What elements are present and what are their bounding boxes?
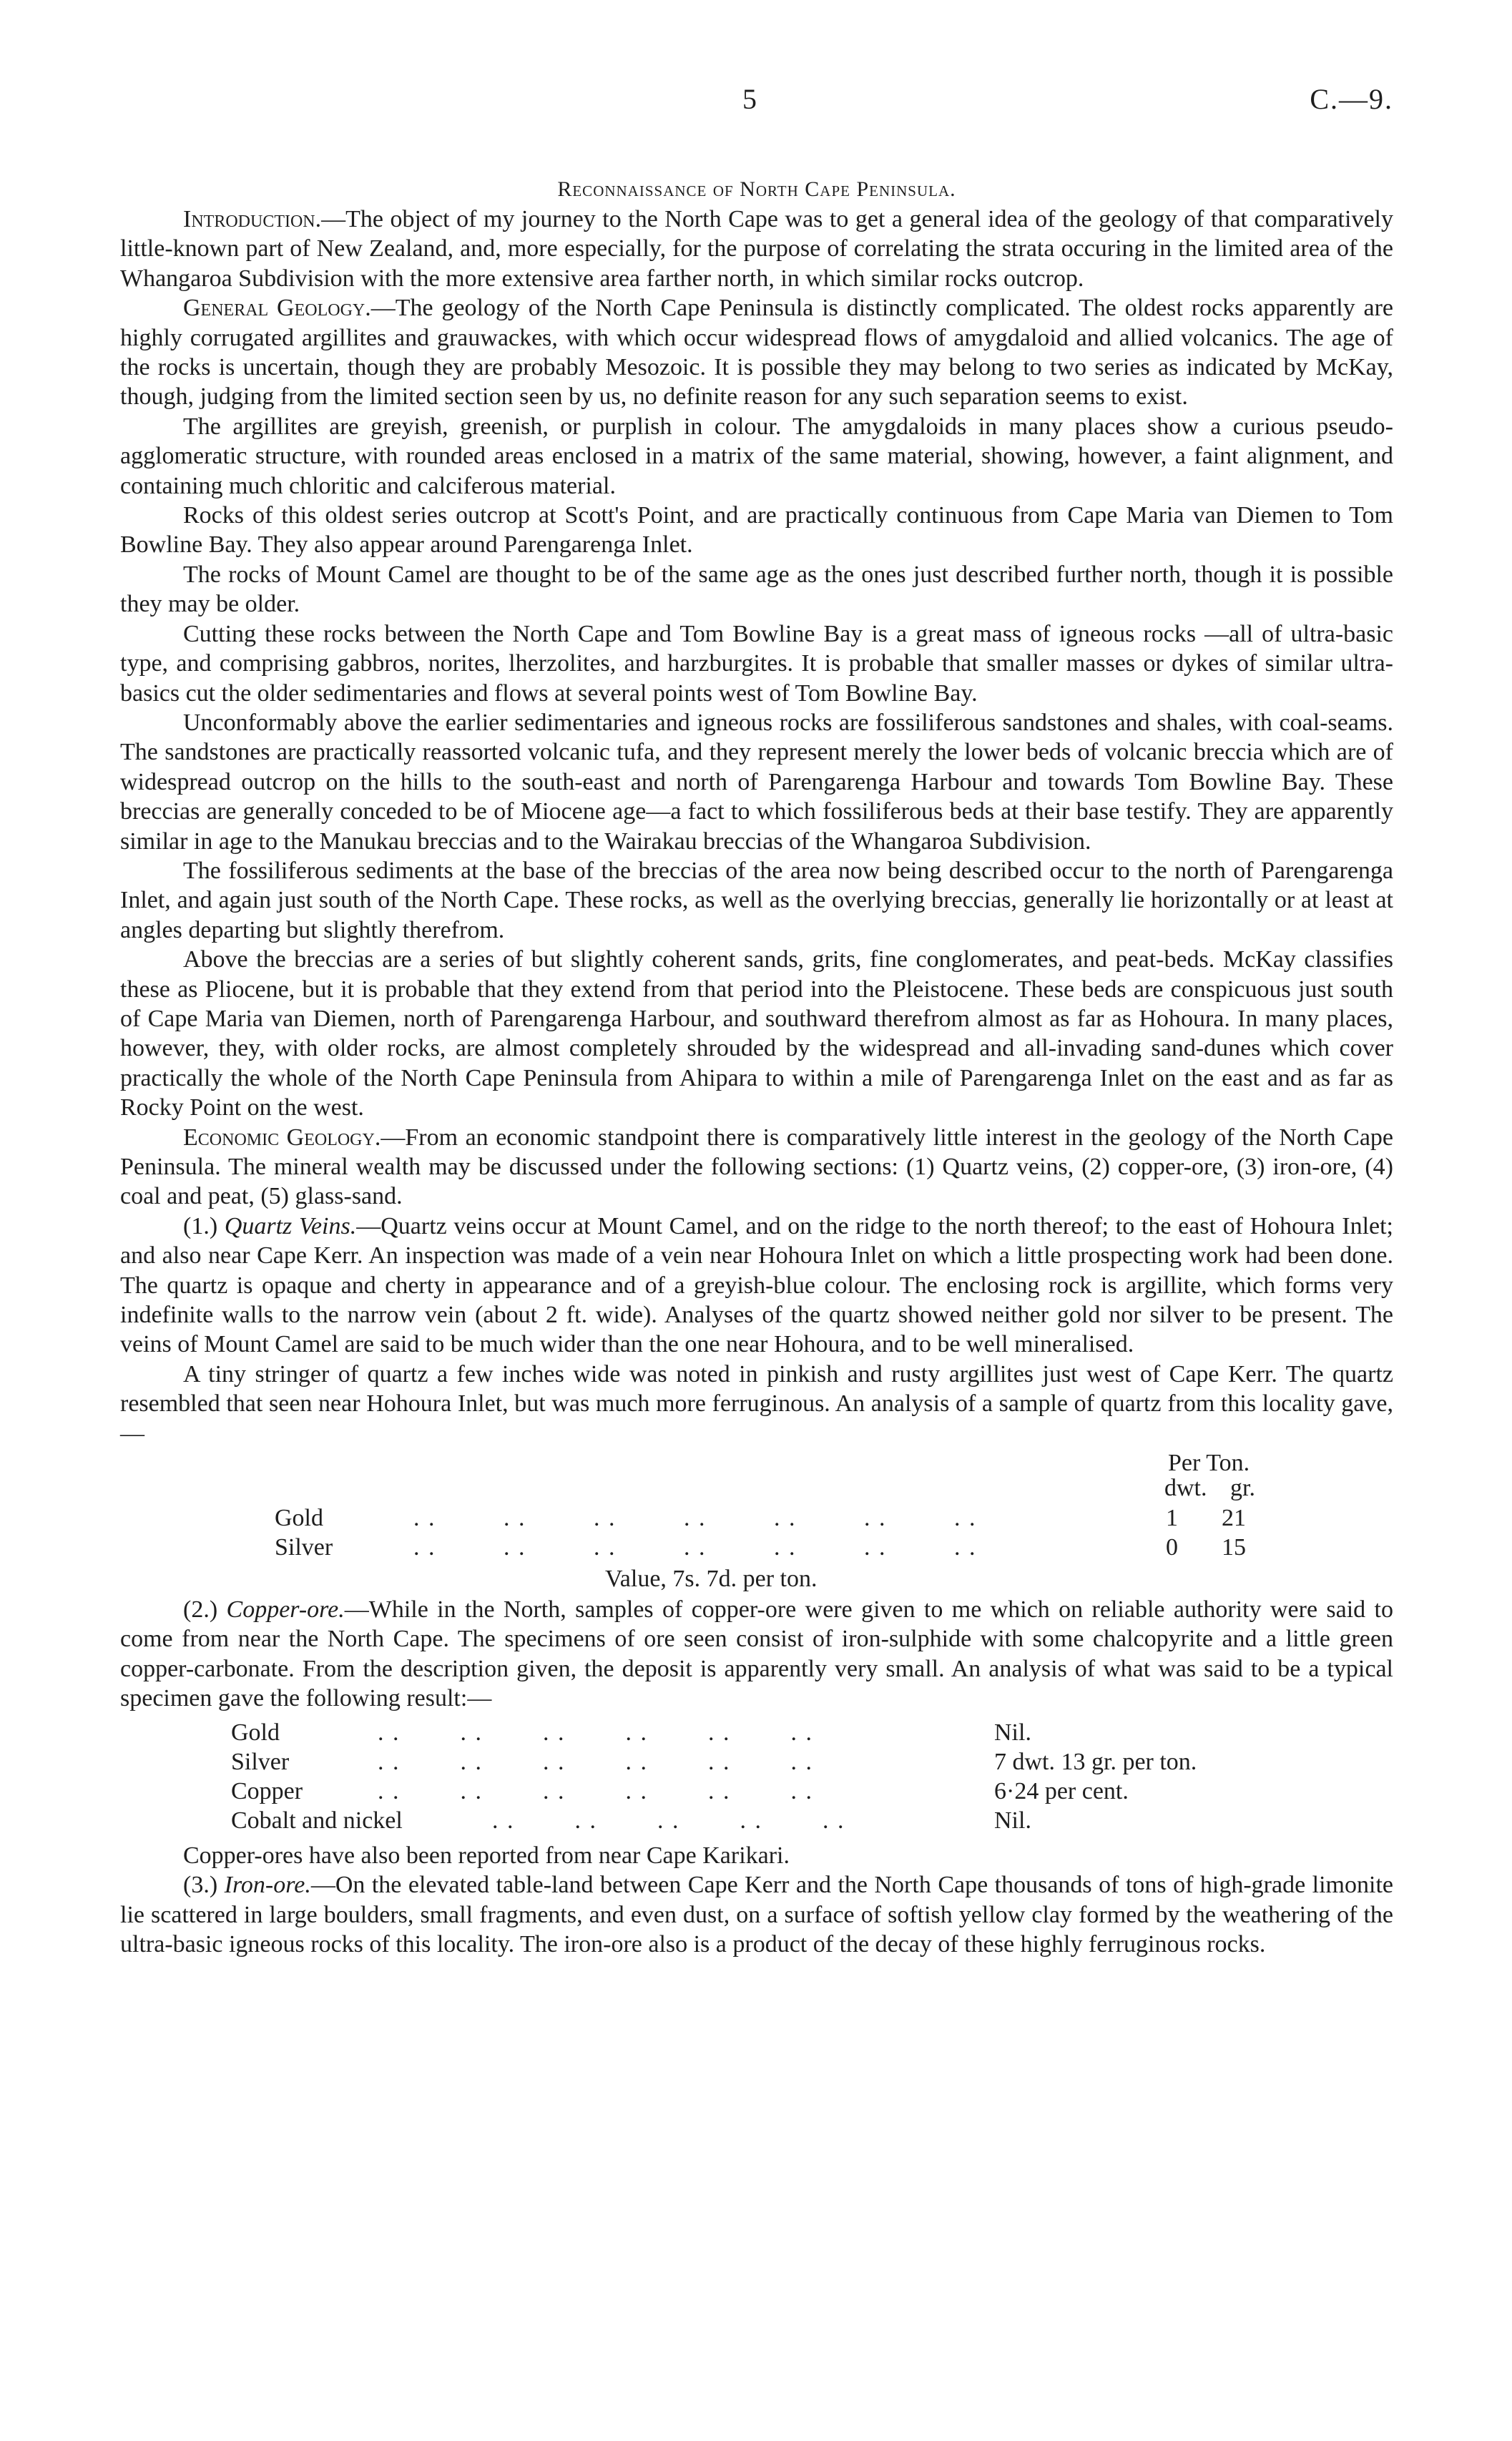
paragraph-quartz-veins: (1.) Quartz Veins.—Quartz veins occur at Mount Camel, and on the ridge to the north thereof; to the east of Hohoura Inlet; and also near Cape Kerr. An inspection was made of a vein near Hohoura Inlet on which a little prospecting work had been done. The quartz is opaque and cherty in appearance and of a greyish-blue colour. The enclosing rock is argillite, which forms very indefinite walls to the narrow vein (about 2 ft. wide). Analyses of the quartz showed neither gold nor silver to be present. The veins of Mount Camel are said to be much wider than the one near Hohoura, and to be well mineralised. — [120, 1212, 1394, 1358]
paragraph-copper-karikari: Copper-ores have also been reported from near Cape Karikari. — [183, 1842, 790, 1869]
paragraph-pliocene: Above the breccias are a series of but slightly coherent sands, grits, fine conglomerates, and peat-beds. McKay classifies these as Pliocene, but it is probable that they extend from that period into the Pleistocene. These beds are conspicuous just south of Cape Maria van Diemen, north of Parengarenga Harbour, and southward therefrom almost as far as Hohoura. In many places, however, they, with older rocks, are almost completely shrouded by the widespread and all-invading sand-dunes which cover practically the whole of the North Cape Peninsula from Ahipara to within a mile of Parengarenga Inlet on the east and as far as Rocky Point on the west. — [120, 946, 1393, 1121]
table1-gr: 21 — [1222, 1505, 1246, 1532]
table2-label: Cobalt and nickel — [231, 1807, 403, 1834]
document-body — [120, 205, 1393, 1959]
economic-geology-heading: Economic Geology. — [183, 1124, 381, 1151]
table2-value: 6·24 per cent. — [994, 1777, 1129, 1804]
paragraph-introduction: Introduction.—The object of my journey to the North Cape was to get a general idea of the geology of that comparatively little-known part of New Zealand, and, more especially, for the purpose of correlating the strata occuring in the limited area of the Whangaroa Subdivision with the more extensive area farther north, in which similar rocks outcrop. — [120, 206, 1393, 292]
paragraph-iron-ore: (3.) Iron-ore.—On the elevated table-land between Cape Kerr and the North Cape thousands of tons of high-grade limonite lie scattered in large boulders, small fragments, and even dust, on a surface of softish yellow clay formed by the weathering of the ultra-basic igneous rocks of this locality. The iron-ore also is a product of the decay of these highly ferruginous rocks. — [120, 1872, 1393, 1958]
paragraph-copper-ore: (2.) Copper-ore.—While in the North, samples of copper-ore were given to me which on reliable authority were said to come from near the North Cape. The specimens of ore seen consist of iron-sulphide with some chalcopyrite and a little green copper-carbonate. From the description given, the deposit is apparently very small. An analysis of what was said to be a typical specimen gave the following result:— — [120, 1596, 1393, 1712]
paragraph-scotts-point: Rocks of this oldest series outcrop at Scott's Point, and are practically continuous from Cape Maria van Diemen to Tom Bowline Bay. They also appear around Parengarenga Inlet. — [120, 502, 1393, 559]
document-reference: C.—9. — [1310, 83, 1393, 115]
table-row: Copper . . . . . . . . . . . . 6·24 per cent. — [120, 1777, 1393, 1806]
table-row: Cobalt and nickel . . . . . . . . . . Nil. — [120, 1806, 1393, 1835]
quartz-veins-heading: Quartz Veins. — [224, 1212, 357, 1239]
paragraph-argillites: The argillites are greyish, greenish, or purplish in colour. The amygdaloids in many places show a curious pseudo-agglomeratic structure, with rounded areas enclosed in a matrix of the same material, showing, however, a faint alignment, and containing much chloritic and calciferous material. — [120, 413, 1393, 499]
table1-label: Silver — [275, 1534, 333, 1561]
iron-ore-heading: Iron-ore. — [224, 1872, 311, 1899]
table2-value: Nil. — [994, 1807, 1031, 1834]
paragraph-economic-geology: Economic Geology.—From an economic standpoint there is comparatively little interest in the geology of the North Cape Peninsula. The mineral wealth may be discussed under the following sections: (1) Quartz veins, (2) copper-ore, (3) iron-ore, (4) coal and peat, (5) glass-sand. — [120, 1124, 1393, 1210]
table1-label: Gold — [275, 1505, 323, 1532]
page-number: 5 — [742, 83, 757, 115]
page-header — [120, 84, 1393, 120]
general-geology-heading: General Geology. — [183, 295, 371, 322]
table1-value-line: Value, 7s. 7d. per ton. — [605, 1566, 818, 1593]
table2-label: Copper — [231, 1777, 303, 1804]
section-title: Reconnaissance of North Cape Peninsula. — [557, 177, 956, 201]
table2-label: Silver — [231, 1748, 290, 1775]
table1-gr-heading: gr. — [1230, 1475, 1255, 1502]
paragraph-ultra-basic: Cutting these rocks between the North Cape and Tom Bowline Bay is a great mass of igneous rocks —all of ultra-basic type, and comprising gabbros, norites, lherzolites, and harzburgites. It is probable that smaller masses or dykes of similar ultra-basics cut the older sedimentaries and flows at several points west of Tom Bowline Bay. — [120, 620, 1393, 707]
table-row: Gold . . . . . . . . . . . . . . 1 21 — [120, 1503, 1393, 1533]
table1-gr: 15 — [1222, 1534, 1246, 1561]
quartz-assay-table — [120, 1448, 1393, 1593]
paragraph-general-geology: General Geology.—The geology of the North Cape Peninsula is distinctly complicated. The oldest rocks apparently are highly corrugated argillites and grauwackes, with which occur widespread flows of amygdaloid and allied volcanics. The age of the rocks is uncertain, though they are probably Mesozoic. It is possible they may belong to two series as indicated by McKay, though, judging from the limited section seen by us, no definite reason for any such separation seems to exist. — [120, 295, 1393, 411]
table-row: Silver . . . . . . . . . . . . 7 dwt. 13 gr. per ton. — [120, 1747, 1393, 1777]
paragraph-breccias: Unconformably above the earlier sedimentaries and igneous rocks are fossiliferous sandstones and shales, with coal-seams. The sandstones are practically reassorted volcanic tufa, and they represent merely the lower beds of volcanic breccia which are of widespread outcrop on the hills to the south-east and north of Parengarenga Harbour and towards Tom Bowline Bay. These breccias are generally conceded to be of Miocene age—a fact to which fossiliferous beds at their base testify. They are apparently similar in age to the Manukau breccias and to the Wairakau breccias of the Whangaroa Subdivision. — [120, 709, 1393, 855]
table2-label: Gold — [231, 1719, 280, 1746]
table1-unit-heading: Per Ton. — [1168, 1450, 1250, 1477]
table2-value: Nil. — [994, 1719, 1031, 1746]
paragraph-fossiliferous: The fossiliferous sediments at the base of the breccias of the area now being described occur to the north of Parengarenga Inlet, and again just south of the North Cape. These rocks, as well as the overlying breccias, generally lie horizontally or at least at angles departing but slightly therefrom. — [120, 857, 1393, 943]
copper-ore-heading: Copper-ore. — [226, 1596, 345, 1624]
table-row: Gold . . . . . . . . . . . . Nil. — [120, 1718, 1393, 1747]
copper-assay-table — [120, 1718, 1393, 1835]
paragraph-quartz-stringer: A tiny stringer of quartz a few inches wide was noted in pinkish and rusty argillites just west of Cape Kerr. The quartz resembled that seen near Hohoura Inlet, but was much more ferruginous. An analysis of a sample of quartz from this locality gave,— — [120, 1360, 1393, 1447]
table1-dwt-heading: dwt. — [1164, 1475, 1207, 1502]
table2-value: 7 dwt. 13 gr. per ton. — [994, 1748, 1197, 1775]
table1-dwt: 0 — [1166, 1534, 1178, 1561]
paragraph-mount-camel: The rocks of Mount Camel are thought to be of the same age as the ones just described further north, though it is possible they may be older. — [120, 561, 1393, 618]
table1-dwt: 1 — [1166, 1505, 1178, 1532]
introduction-heading: Introduction. — [183, 206, 322, 232]
table-row: Silver . . . . . . . . . . . . . . 0 15 — [120, 1533, 1393, 1562]
